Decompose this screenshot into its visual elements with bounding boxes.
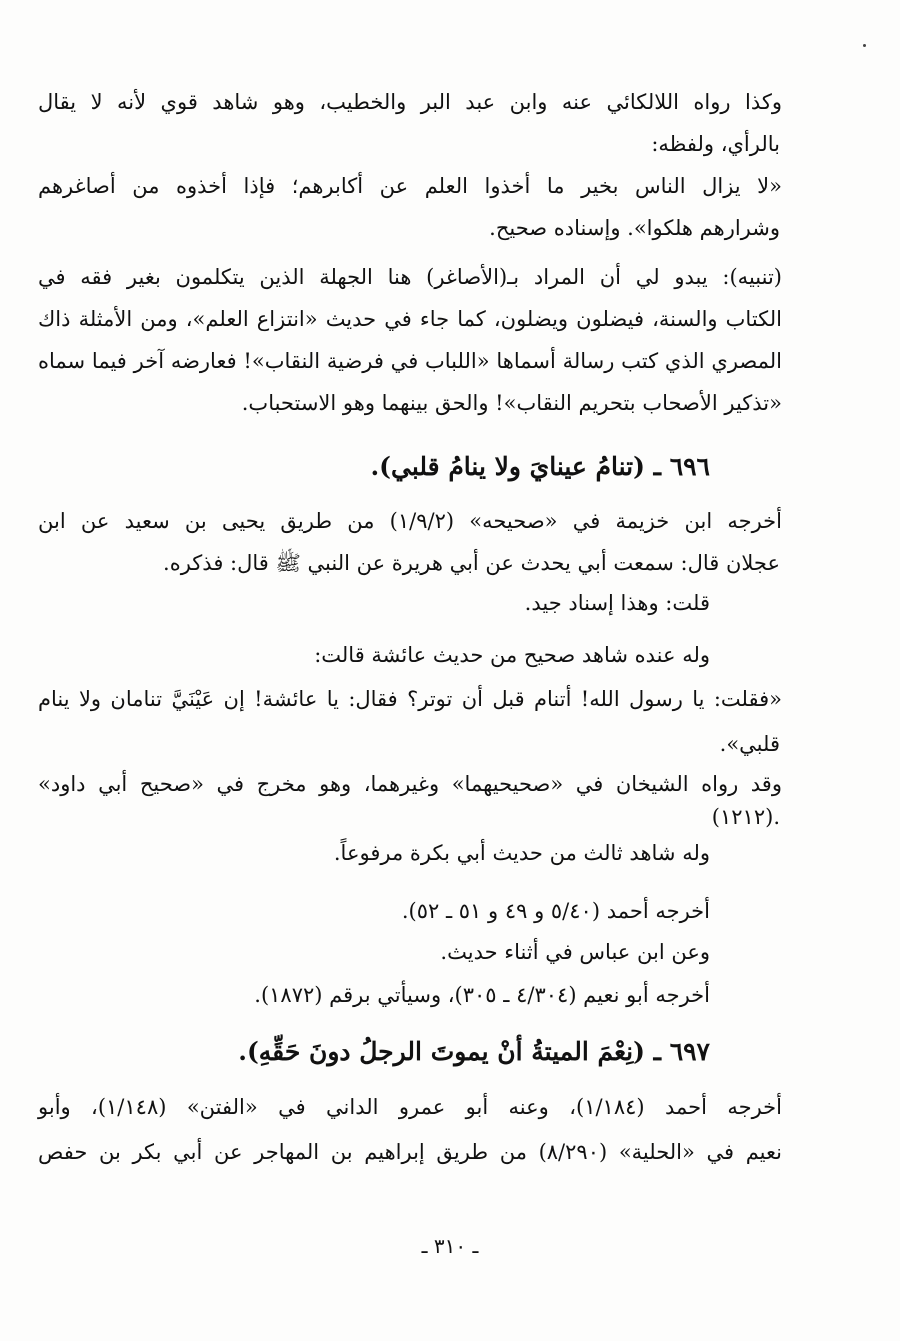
text-line: وله شاهد ثالث من حديث أبي بكرة مرفوعاً. [333,841,710,865]
page-number: ـ ٣١٠ ـ [421,1234,479,1258]
quote-line: قلبي». [719,732,780,756]
quote-line: وشرارهم هلكوا». وإسناده صحيح. [489,216,780,240]
text-line: وقد رواه الشيخان في «صحيحيهما» وغيرهما، وهو مخرج في «صحيح أبي داود» [38,772,782,796]
hadith-heading: ٦٩٧ ـ (نِعْمَ الميتةُ أنْ يموتَ الرجلُ دونَ حَقِّهِ). [238,1037,710,1066]
text-line: نعيم في «الحلية» (٨/٢٩٠) من طريق إبراهيم بن المهاجر عن أبي بكر بن حفص [38,1140,782,1164]
text-line: وكذا رواه اللالكائي عنه وابن عبد البر والخطيب، وهو شاهد قوي لأنه لا يقال [38,90,782,114]
text-line: وعن ابن عباس في أثناء حديث. [440,940,710,964]
quote-line: «فقلت: يا رسول الله! أتنام قبل أن توتر؟ فقال: يا عائشة! إن عَيْنَيَّ تنامان ولا ينام [38,687,782,711]
text-line: أخرجه أحمد (١/١٨٤)، وعنه أبو عمرو الداني في «الفتن» (١/١٤٨)، وأبو [38,1095,782,1119]
text-line: قلت: وهذا إسناد جيد. [524,591,710,615]
note-line: المصري الذي كتب رسالة أسماها «اللباب في فرضية النقاب»! فعارضه آخر فيما سماه [38,349,782,373]
note-line: «تذكير الأصحاب بتحريم النقاب»! والحق بينهما وهو الاستحباب. [241,391,782,415]
text-line: أخرجه ابن خزيمة في «صحيحه» (١/٩/٢) من طريق يحيى بن سعيد عن ابن [38,509,782,533]
text-line: بالرأي، ولفظه: [651,132,780,156]
note-line: (تنبيه): يبدو لي أن المراد بـ(الأصاغر) هنا الجهلة الذين يتكلمون بغير فقه في [38,265,782,289]
page-speck [863,44,866,47]
text-line: أخرجه أحمد (٥/٤٠ و ٤٩ و ٥١ ـ ٥٢). [401,899,710,923]
text-line: وله عنده شاهد صحيح من حديث عائشة قالت: [314,643,710,667]
quote-line: «لا يزال الناس بخير ما أخذوا العلم عن أكابرهم؛ فإذا أخذوه من أصاغرهم [38,174,782,198]
text-line: (١٢١٢). [711,805,780,829]
hadith-heading: ٦٩٦ ـ (تنامُ عينايَ ولا ينامُ قلبي). [370,452,710,481]
text-line: عجلان قال: سمعت أبي يحدث عن أبي هريرة عن النبي ﷺ قال: فذكره. [163,551,780,575]
text-line: أخرجه أبو نعيم (٤/٣٠٤ ـ ٣٠٥)، وسيأتي برقم (١٨٧٢). [254,983,710,1007]
note-line: الكتاب والسنة، فيضلون ويضلون، كما جاء في حديث «انتزاع العلم»، ومن الأمثلة ذاك [38,307,782,331]
